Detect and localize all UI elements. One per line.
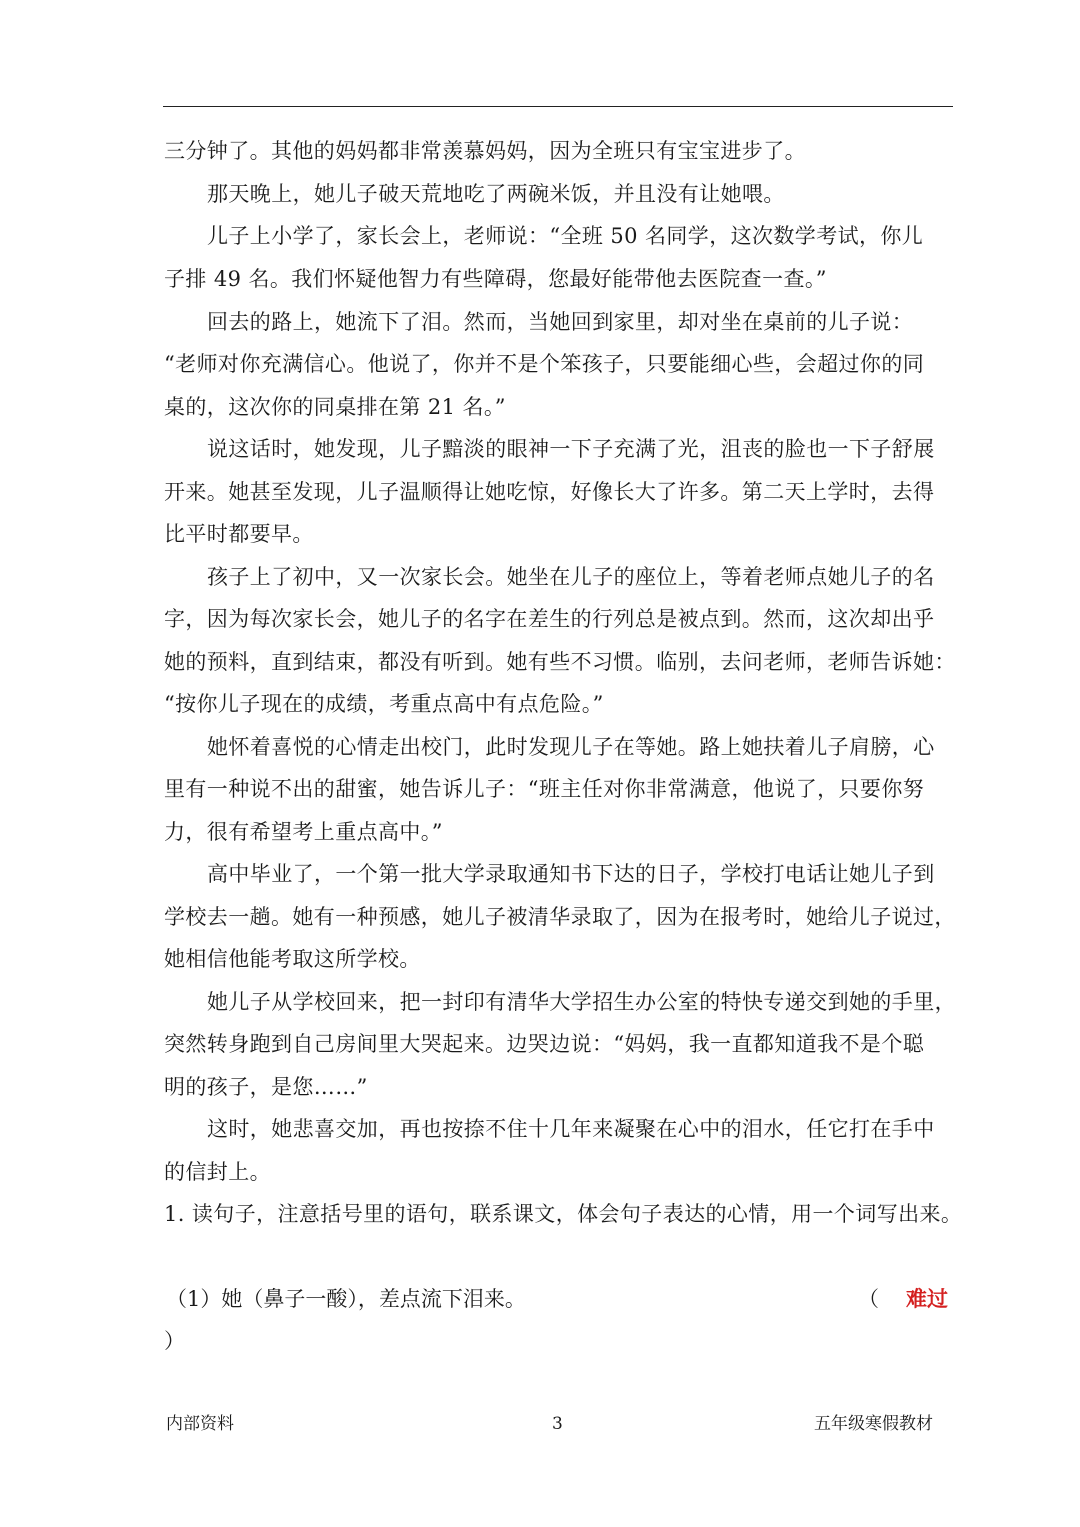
text-line: 里有一种说不出的甜蜜，她告诉儿子：“班主任对你非常满意，他说了，只要你努 bbox=[164, 777, 925, 801]
footer-right-label: 五年级寒假教材 bbox=[814, 1414, 933, 1434]
question-sentence: （1）她（鼻子一酸），差点流下泪来。 bbox=[166, 1287, 526, 1311]
text-line: 孩子上了初中，又一次家长会。她坐在儿子的座位上，等着老师点她儿子的名 bbox=[207, 565, 935, 589]
text-line: 她儿子从学校回来，把一封印有清华大学招生办公室的特快专递交到她的手里， bbox=[207, 990, 956, 1014]
text-line: 学校去一趟。她有一种预感，她儿子被清华录取了，因为在报考时，她给儿子说过， bbox=[164, 905, 956, 929]
footer-left-label: 内部资料 bbox=[166, 1414, 234, 1434]
text-line: 回去的路上，她流下了泪。然而，当她回到家里，却对坐在桌前的儿子说： bbox=[207, 310, 914, 334]
text-line: 儿子上小学了，家长会上，老师说：“全班 50 名同学，这次数学考试，你儿 bbox=[207, 224, 924, 248]
text-line: 那天晚上，她儿子破天荒地吃了两碗米饭，并且没有让她喂。 bbox=[207, 182, 785, 206]
answer-text: 难过 bbox=[906, 1286, 948, 1311]
text-line: 子排 49 名。我们怀疑他智力有些障碍，您最好能带他去医院查一查。” bbox=[164, 267, 827, 291]
text-line: 高中毕业了，一个第一批大学录取通知书下达的日子，学校打电话让她儿子到 bbox=[207, 862, 935, 886]
text-line: 的信封上。 bbox=[164, 1160, 271, 1184]
text-line: 她相信他能考取这所学校。 bbox=[164, 947, 421, 971]
text-line: 桌的，这次你的同桌排在第 21 名。” bbox=[164, 395, 506, 419]
text-line: 她怀着喜悦的心情走出校门，此时发现儿子在等她。路上她扶着儿子肩膀，心 bbox=[207, 735, 935, 759]
text-line: 明的孩子，是您……” bbox=[164, 1075, 368, 1099]
text-line: 力，很有希望考上重点高中。” bbox=[164, 820, 443, 844]
answer-open-paren: （ bbox=[858, 1287, 879, 1311]
answer-close-paren: ） bbox=[164, 1329, 185, 1353]
text-line: “老师对你充满信心。他说了，你并不是个笨孩子，只要能细心些，会超过你的同 bbox=[164, 352, 925, 376]
text-line: 三分钟了。其他的妈妈都非常羡慕妈妈，因为全班只有宝宝进步了。 bbox=[164, 139, 806, 163]
text-line: “按你儿子现在的成绩，考重点高中有点危险。” bbox=[164, 692, 604, 716]
text-line: 字，因为每次家长会，她儿子的名字在差生的行列总是被点到。然而，这次却出乎 bbox=[164, 607, 935, 631]
text-line: 说这话时，她发现，儿子黯淡的眼神一下子充满了光，沮丧的脸也一下子舒展 bbox=[207, 437, 935, 461]
text-line: 突然转身跑到自己房间里大哭起来。边哭边说：“妈妈，我一直都知道我不是个聪 bbox=[164, 1032, 925, 1056]
text-line: 她的预料，直到结束，都没有听到。她有些不习惯。临别，去问老师，老师告诉她： bbox=[164, 650, 956, 674]
text-line: 这时，她悲喜交加，再也按捺不住十几年来凝聚在心中的泪水，任它打在手中 bbox=[207, 1117, 935, 1141]
page-number: 3 bbox=[552, 1414, 563, 1434]
text-line: 开来。她甚至发现，儿子温顺得让她吃惊，好像长大了许多。第二天上学时，去得 bbox=[164, 480, 935, 504]
header-rule bbox=[163, 106, 953, 107]
text-line: 比平时都要早。 bbox=[164, 522, 314, 546]
question-prompt: 1. 读句子，注意括号里的语句，联系课文，体会句子表达的心情，用一个词写出来。 bbox=[164, 1202, 963, 1226]
